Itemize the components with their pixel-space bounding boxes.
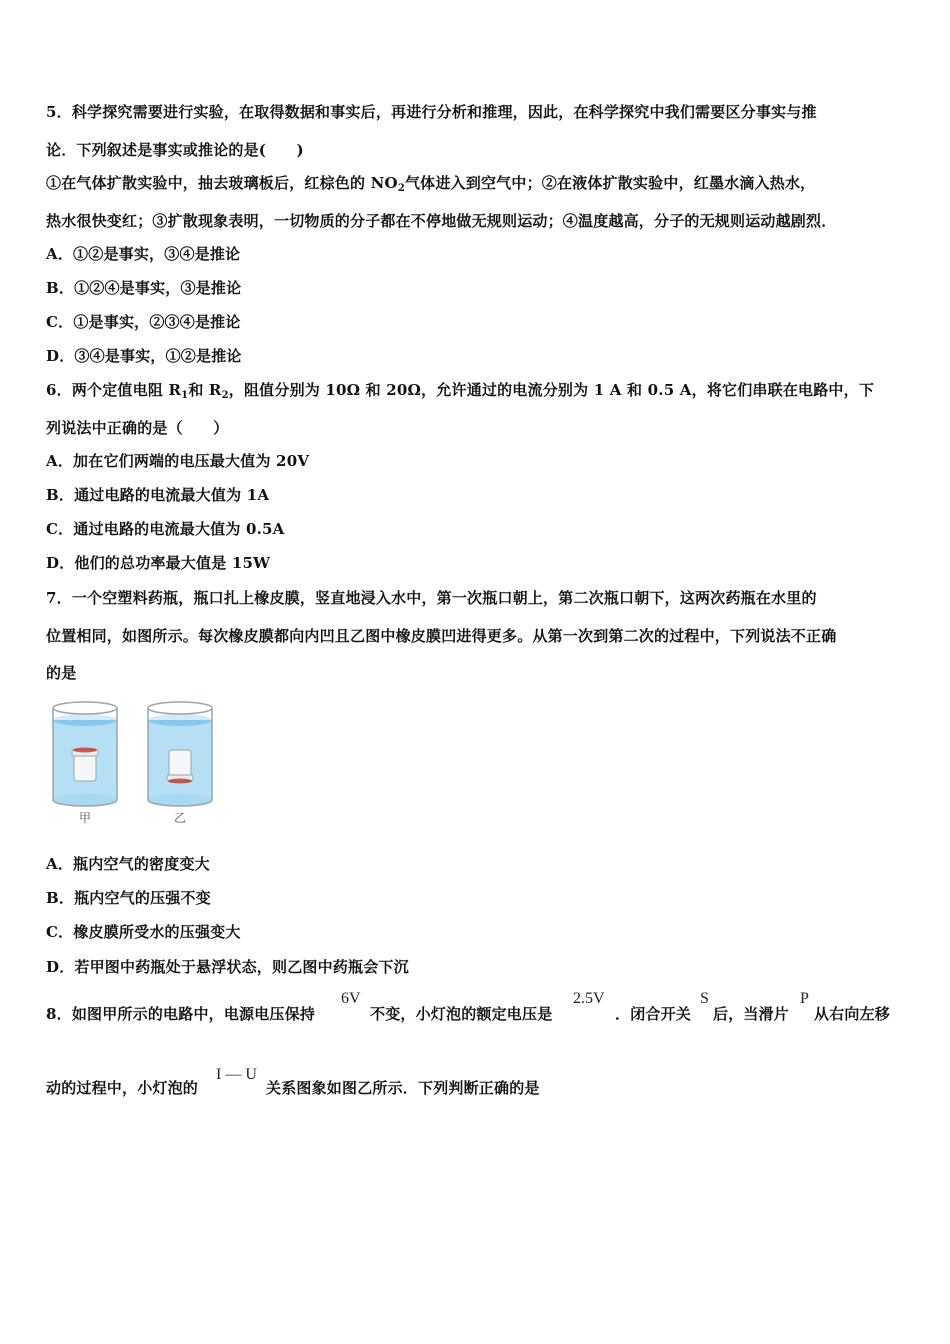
q7-stem-line2: 位置相同，如图所示。每次橡皮膜都向内凹且乙图中橡皮膜凹进得更多。从第一次到第二次的过程中，下列说法不正确 (46, 627, 837, 645)
q7-figure (48, 698, 218, 828)
q5-option-b[interactable]: B．①②④是事实，③是推论 (46, 279, 242, 297)
q7-option-a[interactable]: A．瓶内空气的密度变大 (46, 855, 210, 873)
q8-math-6v: 6V (341, 990, 361, 1007)
q6-stem-line1: 6．两个定值电阻 $R_1$和 $R_2$，阻值分别为 10Ω 和 20Ω，允许通过的电流分别为 1 A 和 0.5 A，将它们串联在电路中，下 (46, 381, 875, 401)
q8-math-p: P (800, 990, 809, 1007)
q6-option-d[interactable]: D．他们的总功率最大值是 15W (46, 554, 271, 572)
q8-math-s: S (700, 990, 709, 1007)
q5-stem-line1: 5．科学探究需要进行实验，在取得数据和事实后，再进行分析和推理，因此，在科学探究中我们需要区分事实与推 (46, 103, 817, 121)
figure-label-jia: 甲 (79, 811, 92, 825)
q7-option-d[interactable]: D．若甲图中药瓶处于悬浮状态，则乙图中药瓶会下沉 (46, 958, 409, 976)
q6-option-b[interactable]: B．通过电路的电流最大值为 1A (46, 486, 270, 504)
q5-stem-line2: 论．下列叙述是事实或推论的是( ) (46, 141, 304, 159)
q8-text-6: 动的过程中，小灯泡的 (46, 1079, 199, 1097)
q8-text-4: 后，当滑片 (713, 1005, 790, 1023)
q8-text-7: 关系图象如图乙所示．下列判断正确的是 (266, 1079, 540, 1097)
q7-stem-line3: 的是 (46, 664, 77, 682)
q7-stem-line1: 7．一个空塑料药瓶，瓶口扎上橡皮膜，竖直地浸入水中，第一次瓶口朝上，第二次瓶口朝下，这两次药瓶在水里的 (46, 589, 817, 607)
beakers-illustration (48, 698, 218, 828)
q8-text-3: ．闭合开关 (615, 1005, 692, 1023)
q8-math-2-5v: 2.5V (573, 990, 605, 1007)
q5-option-a[interactable]: A．①②是事实，③④是推论 (46, 245, 241, 263)
q8-math-iu: I — U (216, 1066, 257, 1083)
q6-option-a[interactable]: A．加在它们两端的电压最大值为 20V (46, 452, 310, 470)
figure-label-yi: 乙 (174, 811, 187, 825)
q5-desc-line1: ①在气体扩散实验中，抽去玻璃板后，红棕色的 $NO_2$气体进入到空气中；②在液体扩散实验中，红墨水滴入热水， (46, 174, 816, 194)
q6-option-c[interactable]: C．通过电路的电流最大值为 0.5A (46, 520, 285, 538)
q8-text-1: 8．如图甲所示的电路中，电源电压保持 (46, 1005, 316, 1023)
q7-option-b[interactable]: B．瓶内空气的压强不变 (46, 889, 211, 907)
beaker-yi (148, 702, 212, 806)
q5-option-c[interactable]: C．①是事实，②③④是推论 (46, 313, 241, 331)
q5-desc-line2: 热水很快变红；③扩散现象表明，一切物质的分子都在不停地做无规则运动；④温度越高，分子的无规则运动越剧烈． (46, 212, 837, 230)
beaker-jia (53, 702, 117, 806)
q6-stem-line2: 列说法中正确的是（ ） (46, 419, 229, 437)
q5-option-d[interactable]: D．③④是事实，①②是推论 (46, 347, 242, 365)
q8-text-2: 不变，小灯泡的额定电压是 (370, 1005, 553, 1023)
q8-text-5: 从右向左移 (814, 1005, 891, 1023)
q7-option-c[interactable]: C．橡皮膜所受水的压强变大 (46, 923, 241, 941)
